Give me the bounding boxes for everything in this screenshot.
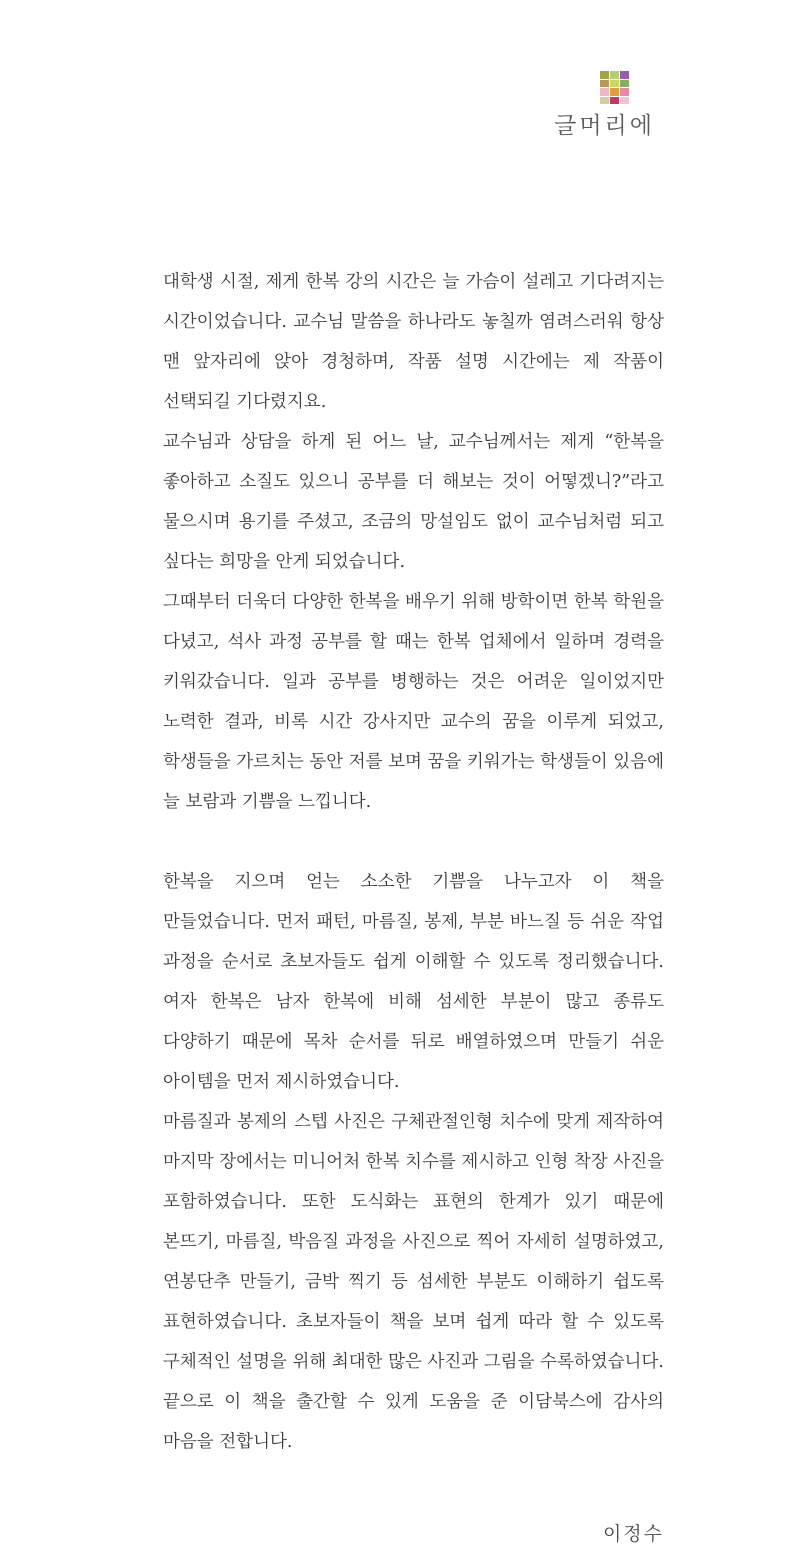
paragraph: 대학생 시절, 제게 한복 강의 시간은 늘 가슴이 설레고 기다려지는 시간이었습니다. 교수님 말씀을 하나라도 놓칠까 염려스러워 항상 맨 앞자리에 앉아 경청하며, 작품 설명 시간에는 제 작품이 선택되길 기다렸지요. [163,272,664,412]
mosaic-cell [600,88,609,96]
paragraph: 교수님과 상담을 하게 된 어느 날, 교수님께서는 제게 “한복을 좋아하고 소질도 있으니 공부를 더 해보는 것이 어떻겠니?”라고 물으시며 용기를 주셨고, 조금의 망설임도 없이 교수님처럼 되고 싶다는 희망을 안게 되었습니다. [163,432,664,572]
mosaic-cell [610,97,619,105]
mosaic-cell [610,80,619,88]
paragraph: 그때부터 더욱더 다양한 한복을 배우기 위해 방학이면 한복 학원을 다녔고, 석사 과정 공부를 할 때는 한복 업체에서 일하며 경력을 키워갔습니다. 일과 공부를 병행하는 것은 어려운 일이었지만 노력한 결과, 비록 시간 강사지만 교수의 꿈을 이루게 되었고, 학생들을 가르치는 동안 저를 보며 꿈을 키워가는 학생들이 있음에 늘 보람과 기쁨을 느낍니다. [163,592,664,812]
paragraph: 한복을 지으며 얻는 소소한 기쁨을 나누고자 이 책을 만들었습니다. 먼저 패턴, 마름질, 봉제, 부분 바느질 등 쉬운 작업 과정을 순서로 초보자들도 쉽게 이해할 수 있도록 정리했습니다. 여자 한복은 남자 한복에 비해 섬세한 부분이 많고 종류도 다양하기 때문에 목차 순서를 뒤로 배열하였으며 만들기 쉬운 아이템을 먼저 제시하였습니다. [163,872,664,1092]
mosaic-cell [600,80,609,88]
page-title: 글머리에 [554,113,655,139]
mosaic-cell [610,88,619,96]
mosaic-cell [620,71,629,79]
author-signature: 이정수 [602,1523,664,1545]
mosaic-cell [610,71,619,79]
mosaic-cell [620,97,629,105]
patchwork-mosaic-icon [600,71,629,104]
paragraph: 끝으로 이 책을 출간할 수 있게 도움을 준 이담북스에 감사의 마음을 전합니다. [163,1392,664,1452]
paragraph: 마름질과 봉제의 스텝 사진은 구체관절인형 치수에 맞게 제작하여 마지막 장에서는 미니어처 한복 치수를 제시하고 인형 착장 사진을 포함하였습니다. 또한 도식화는 표현의 한계가 있기 때문에 본뜨기, 마름질, 박음질 과정을 사진으로 찍어 자세히 설명하였고, 연봉단추 만들기, 금박 찍기 등 섬세한 부분도 이해하기 쉽도록 표현하였습니다. 초보자들이 책을 보며 쉽게 따라 할 수 있도록 구체적인 설명을 위해 최대한 많은 사진과 그림을 수록하였습니다. [163,1112,664,1372]
preface-text [163,262,664,1554]
mosaic-cell [620,88,629,96]
mosaic-cell [620,80,629,88]
mosaic-cell [600,97,609,105]
mosaic-cell [600,71,609,79]
